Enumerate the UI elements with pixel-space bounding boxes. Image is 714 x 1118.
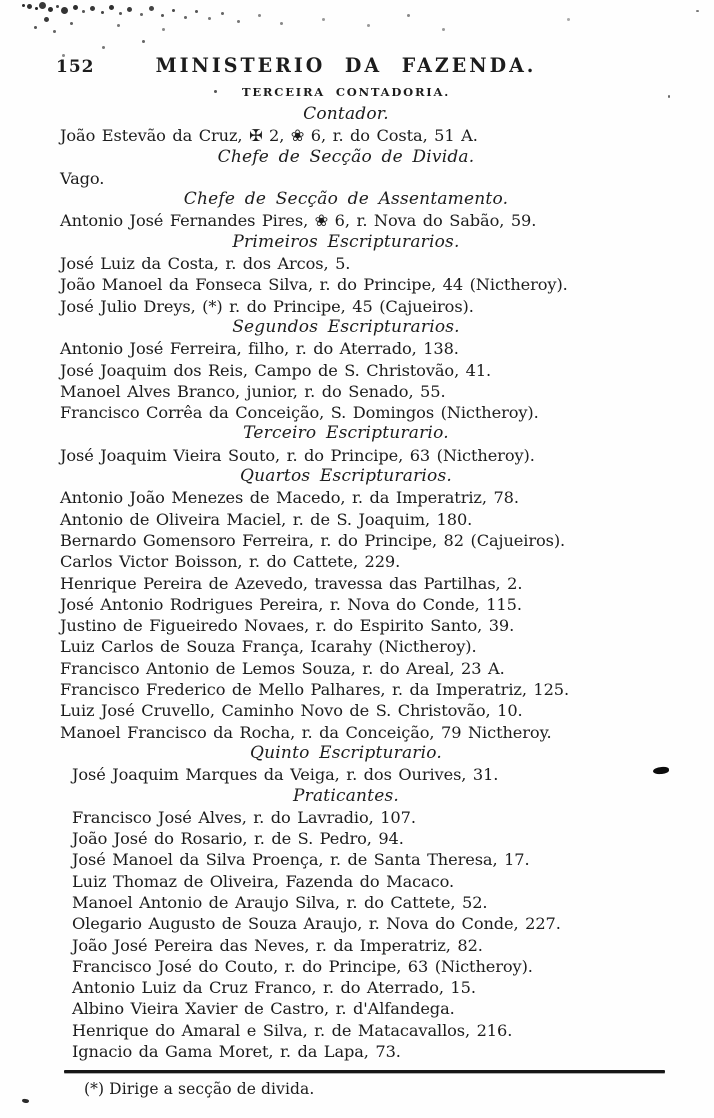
section-heading: Primeiros Escripturarios.	[232, 231, 460, 252]
ink-mark	[22, 1098, 30, 1103]
section-chefe-divida	[60, 147, 632, 190]
directory-entry: José Joaquim Marques da Veiga, r. dos Ourives, 31.	[72, 765, 499, 785]
directory-entry: Antonio José Ferreira, filho, r. do Aterrado, 138.	[60, 339, 459, 359]
section-quinto-escripturario	[60, 743, 632, 786]
directory-entry: João Manoel da Fonseca Silva, r. do Principe, 44 (Nictheroy).	[60, 275, 568, 295]
directory-entry: Francisco José Alves, r. do Lavradio, 107.	[72, 807, 416, 827]
directory-entry: Ignacio da Gama Moret, r. da Lapa, 73.	[72, 1042, 401, 1062]
directory-entry: José Joaquim dos Reis, Campo de S. Christovão, 41.	[60, 360, 492, 380]
section-heading: Chefe de Secção de Assentamento.	[183, 189, 509, 210]
directory-listing	[60, 104, 632, 1062]
directory-entry: Francisco Antonio de Lemos Souza, r. do Areal, 23 A.	[60, 658, 505, 678]
directory-entry: Francisco José do Couto, r. do Principe, 63 (Nictheroy).	[72, 956, 533, 976]
directory-entry: Vago.	[60, 168, 105, 188]
directory-entry: Olegario Augusto de Souza Araujo, r. Nova do Conde, 227.	[72, 914, 561, 934]
section-subtitle: TERCEIRA CONTADORIA.	[241, 85, 451, 99]
directory-entry: Carlos Victor Boisson, r. do Cattete, 229.	[60, 552, 401, 572]
directory-entry: Antonio José Fernandes Pires, ❀ 6, r. Nova do Sabão, 59.	[60, 211, 537, 231]
scan-speck	[668, 95, 670, 98]
scanned-page	[56, 54, 632, 1099]
section-heading: Quartos Escripturarios.	[239, 466, 452, 487]
scan-speck	[696, 10, 699, 12]
directory-entry: Antonio Luiz da Cruz Franco, r. do Aterrado, 15.	[72, 978, 476, 998]
directory-entry: Bernardo Gomensoro Ferreira, r. do Principe, 82 (Cajueiros).	[60, 530, 566, 550]
section-heading: Chefe de Secção de Divida.	[217, 146, 475, 167]
section-praticantes	[60, 786, 632, 1063]
section-heading: Terceiro Escripturario.	[243, 423, 449, 444]
section-terceiro-escripturario	[60, 423, 632, 466]
directory-entry: José Luiz da Costa, r. dos Arcos, 5.	[60, 254, 351, 274]
page-title: MINISTERIO DA FAZENDA.	[155, 54, 537, 78]
directory-entry: Francisco Corrêa da Conceição, S. Domingos (Nictheroy).	[60, 403, 539, 423]
directory-entry: José Antonio Rodrigues Pereira, r. Nova do Conde, 115.	[60, 594, 522, 614]
directory-entry: Henrique Pereira de Azevedo, travessa das Partilhas, 2.	[60, 573, 523, 593]
page-number: 152	[56, 57, 95, 77]
footnote-divider	[64, 1070, 665, 1073]
page-header	[56, 54, 632, 79]
section-heading: Segundos Escripturarios.	[232, 316, 460, 337]
directory-entry: Manoel Francisco da Rocha, r. da Conceição, 79 Nictheroy.	[60, 722, 552, 742]
directory-entry: Henrique do Amaral e Silva, r. de Matacavallos, 216.	[72, 1020, 513, 1040]
directory-entry: Manoel Alves Branco, junior, r. do Senado, 55.	[60, 381, 446, 401]
scan-noise-speckles	[22, 4, 25, 7]
section-primeiros-escripturarios	[60, 232, 632, 317]
section-heading: Contador.	[303, 104, 389, 124]
section-segundos-escripturarios	[60, 317, 632, 423]
directory-entry: Antonio João Menezes de Macedo, r. da Imperatriz, 78.	[60, 488, 519, 508]
directory-entry: José Manoel da Silva Proença, r. de Santa Theresa, 17.	[72, 850, 530, 870]
directory-entry: José Julio Dreys, (*) r. do Principe, 45 (Cajueiros).	[60, 296, 474, 316]
directory-entry: Francisco Frederico de Mello Palhares, r. da Imperatriz, 125.	[60, 680, 570, 700]
directory-entry: João José Pereira das Neves, r. da Imperatriz, 82.	[72, 935, 483, 955]
section-contador	[60, 104, 632, 147]
directory-entry: José Joaquim Vieira Souto, r. do Principe, 63 (Nictheroy).	[60, 445, 535, 465]
directory-entry: Justino de Figueiredo Novaes, r. do Espirito Santo, 39.	[60, 616, 515, 636]
section-quartos-escripturarios	[60, 466, 632, 743]
directory-entry: Manoel Antonio de Araujo Silva, r. do Cattete, 52.	[72, 892, 488, 912]
directory-entry: João José do Rosario, r. de S. Pedro, 94.	[72, 829, 404, 849]
footnote: (*) Dirige a secção de divida.	[84, 1080, 315, 1099]
section-heading: Quinto Escripturario.	[250, 742, 442, 763]
section-chefe-assentamento	[60, 189, 632, 232]
directory-entry: Antonio de Oliveira Maciel, r. de S. Joaquim, 180.	[60, 509, 473, 529]
ink-mark	[653, 766, 669, 774]
directory-entry: João Estevão da Cruz, ✠ 2, ❀ 6, r. do Costa, 51 A.	[60, 126, 478, 146]
directory-entry: Luiz José Cruvello, Caminho Novo de S. Christovão, 10.	[60, 701, 523, 721]
directory-entry: Luiz Thomaz de Oliveira, Fazenda do Macaco.	[72, 871, 455, 891]
directory-entry: Luiz Carlos de Souza França, Icarahy (Nictheroy).	[60, 637, 477, 657]
section-heading: Praticantes.	[293, 785, 399, 806]
directory-entry: Albino Vieira Xavier de Castro, r. d'Alfandega.	[72, 999, 455, 1019]
